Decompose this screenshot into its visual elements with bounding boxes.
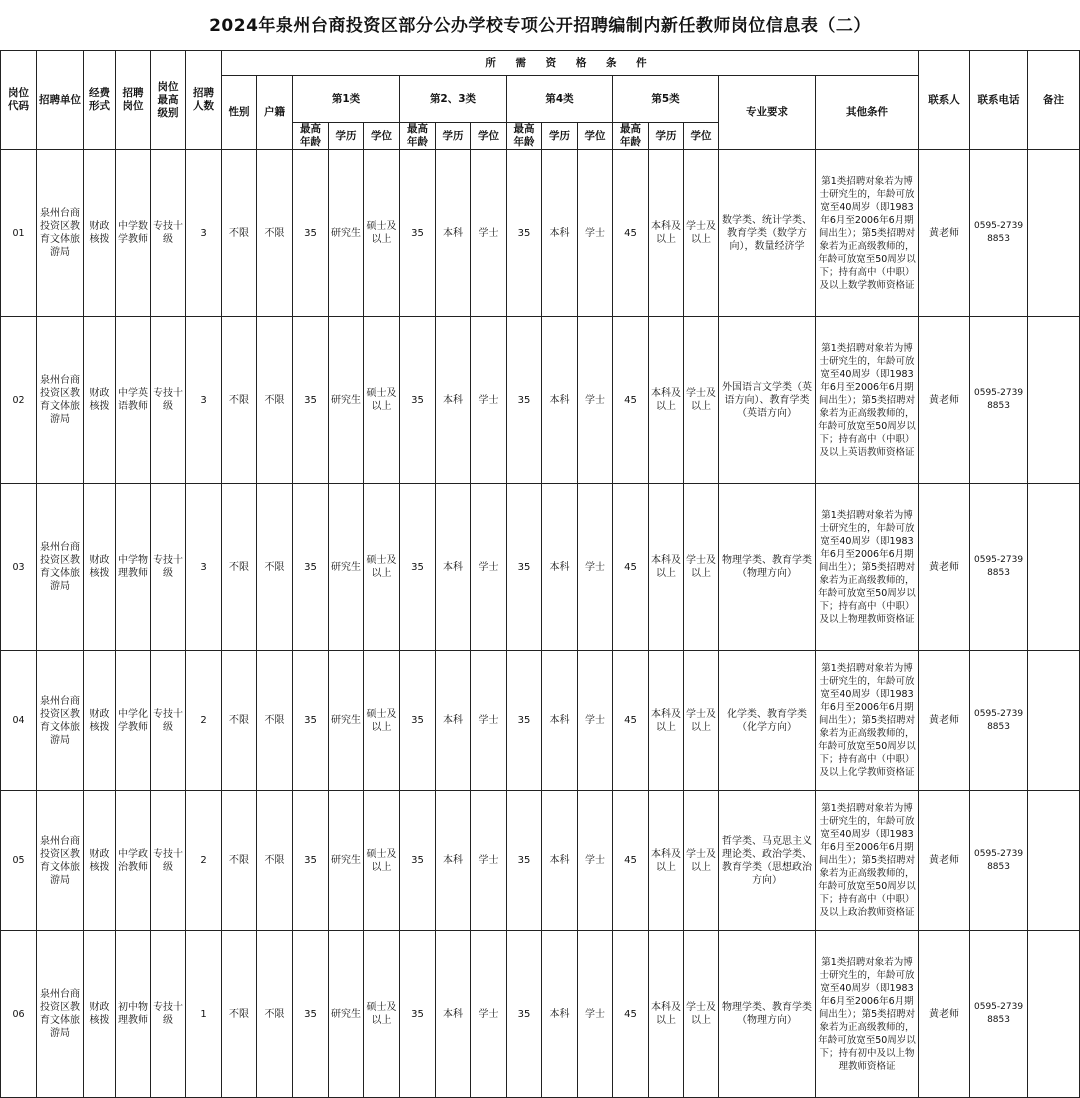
cell-other: 第1类招聘对象若为博士研究生的，年龄可放宽至40周岁（即1983年6月至2006年6月期间出生）；第5类招聘对象若为正高级教师的，年龄可放宽至50周岁以下；持有高中（中职）及以上数学教师资格证	[816, 150, 919, 317]
cell-c4-edu: 本科	[542, 791, 578, 931]
header-c23-edu: 学历	[436, 123, 471, 150]
cell-c23-age: 35	[400, 791, 436, 931]
cell-code: 03	[1, 484, 37, 651]
cell-code: 04	[1, 651, 37, 791]
cell-gender: 不限	[222, 791, 257, 931]
cell-level: 专技十级	[151, 651, 186, 791]
header-funding: 经费形式	[84, 51, 116, 150]
header-c23-degree: 学位	[471, 123, 507, 150]
header-c5-edu: 学历	[649, 123, 684, 150]
table-row	[1, 791, 1080, 931]
positions-table	[0, 50, 1080, 1098]
cell-major: 数学类、统计学类、教育学类（数学方向），数量经济学	[719, 150, 816, 317]
cell-remark	[1028, 791, 1080, 931]
header-cat1: 第1类	[293, 76, 400, 123]
cell-remark	[1028, 150, 1080, 317]
cell-c4-degree: 学士	[578, 651, 613, 791]
cell-contact: 黄老师	[919, 150, 970, 317]
cell-c5-age: 45	[613, 651, 649, 791]
cell-funding: 财政核拨	[84, 931, 116, 1098]
cell-c1-age: 35	[293, 931, 329, 1098]
header-c4-age: 最高年龄	[507, 123, 542, 150]
cell-code: 05	[1, 791, 37, 931]
cell-other: 第1类招聘对象若为博士研究生的，年龄可放宽至40周岁（即1983年6月至2006年6月期间出生）；第5类招聘对象若为正高级教师的，年龄可放宽至50周岁以下；持有高中（中职）及以上物理教师资格证	[816, 484, 919, 651]
header-c1-age: 最高年龄	[293, 123, 329, 150]
cell-c4-age: 35	[507, 317, 542, 484]
cell-c5-age: 45	[613, 931, 649, 1098]
cell-c5-edu: 本科及以上	[649, 150, 684, 317]
cell-code: 01	[1, 150, 37, 317]
cell-c23-age: 35	[400, 150, 436, 317]
cell-c4-edu: 本科	[542, 931, 578, 1098]
cell-c1-degree: 硕士及以上	[364, 150, 400, 317]
cell-major: 物理学类、教育学类（物理方向）	[719, 931, 816, 1098]
cell-c23-edu: 本科	[436, 791, 471, 931]
cell-c5-degree: 学士及以上	[684, 931, 719, 1098]
cell-c23-edu: 本科	[436, 317, 471, 484]
cell-c4-age: 35	[507, 931, 542, 1098]
cell-c5-edu: 本科及以上	[649, 484, 684, 651]
cell-phone: 0595-27398853	[970, 791, 1028, 931]
header-c4-degree: 学位	[578, 123, 613, 150]
table-row	[1, 150, 1080, 317]
table-row	[1, 484, 1080, 651]
cell-funding: 财政核拨	[84, 791, 116, 931]
header-c23-age: 最高年龄	[400, 123, 436, 150]
cell-phone: 0595-27398853	[970, 317, 1028, 484]
cell-code: 06	[1, 931, 37, 1098]
cell-gender: 不限	[222, 484, 257, 651]
cell-contact: 黄老师	[919, 791, 970, 931]
header-phone: 联系电话	[970, 51, 1028, 150]
cell-c1-degree: 硕士及以上	[364, 484, 400, 651]
cell-c1-degree: 硕士及以上	[364, 317, 400, 484]
header-cat23: 第2、3类	[400, 76, 507, 123]
cell-phone: 0595-27398853	[970, 484, 1028, 651]
table-row	[1, 931, 1080, 1098]
cell-other: 第1类招聘对象若为博士研究生的，年龄可放宽至40周岁（即1983年6月至2006年6月期间出生）；第5类招聘对象若为正高级教师的，年龄可放宽至50周岁以下；持有高中（中职）及以上化学教师资格证	[816, 651, 919, 791]
cell-major: 物理学类、教育学类（物理方向）	[719, 484, 816, 651]
cell-other: 第1类招聘对象若为博士研究生的，年龄可放宽至40周岁（即1983年6月至2006年6月期间出生）；第5类招聘对象若为正高级教师的，年龄可放宽至50周岁以下；持有初中及以上物理教师资格证	[816, 931, 919, 1098]
cell-c4-age: 35	[507, 651, 542, 791]
cell-c1-edu: 研究生	[329, 791, 364, 931]
header-c5-age: 最高年龄	[613, 123, 649, 150]
cell-c23-edu: 本科	[436, 931, 471, 1098]
cell-c4-degree: 学士	[578, 317, 613, 484]
cell-remark	[1028, 317, 1080, 484]
cell-c1-age: 35	[293, 791, 329, 931]
cell-unit: 泉州台商投资区教育文体旅游局	[37, 931, 84, 1098]
cell-c5-edu: 本科及以上	[649, 651, 684, 791]
cell-level: 专技十级	[151, 791, 186, 931]
cell-contact: 黄老师	[919, 317, 970, 484]
header-pos-code: 岗位代码	[1, 51, 37, 150]
cell-post: 中学物理教师	[116, 484, 151, 651]
header-c5-degree: 学位	[684, 123, 719, 150]
cell-remark	[1028, 651, 1080, 791]
cell-c1-age: 35	[293, 150, 329, 317]
cell-c23-degree: 学士	[471, 317, 507, 484]
header-count: 招聘人数	[186, 51, 222, 150]
cell-unit: 泉州台商投资区教育文体旅游局	[37, 150, 84, 317]
table-row	[1, 651, 1080, 791]
cell-huji: 不限	[257, 931, 293, 1098]
cell-c4-age: 35	[507, 484, 542, 651]
cell-unit: 泉州台商投资区教育文体旅游局	[37, 651, 84, 791]
cell-huji: 不限	[257, 791, 293, 931]
cell-c5-degree: 学士及以上	[684, 317, 719, 484]
header-level: 岗位最高级别	[151, 51, 186, 150]
cell-c4-edu: 本科	[542, 150, 578, 317]
cell-c23-degree: 学士	[471, 150, 507, 317]
cell-c23-age: 35	[400, 931, 436, 1098]
cell-gender: 不限	[222, 150, 257, 317]
cell-major: 外国语言文学类（英语方向）、教育学类（英语方向）	[719, 317, 816, 484]
header-contact: 联系人	[919, 51, 970, 150]
cell-unit: 泉州台商投资区教育文体旅游局	[37, 791, 84, 931]
cell-c23-degree: 学士	[471, 651, 507, 791]
cell-c1-edu: 研究生	[329, 150, 364, 317]
cell-post: 中学英语教师	[116, 317, 151, 484]
cell-c5-age: 45	[613, 317, 649, 484]
header-c1-edu: 学历	[329, 123, 364, 150]
cell-c23-edu: 本科	[436, 651, 471, 791]
cell-count: 3	[186, 317, 222, 484]
cell-remark	[1028, 931, 1080, 1098]
cell-post: 初中物理教师	[116, 931, 151, 1098]
cell-post: 中学数学教师	[116, 150, 151, 317]
cell-c4-edu: 本科	[542, 651, 578, 791]
cell-c5-degree: 学士及以上	[684, 651, 719, 791]
cell-c1-edu: 研究生	[329, 317, 364, 484]
cell-level: 专技十级	[151, 484, 186, 651]
table-row	[1, 317, 1080, 484]
cell-c4-age: 35	[507, 791, 542, 931]
cell-c1-age: 35	[293, 484, 329, 651]
cell-c4-degree: 学士	[578, 931, 613, 1098]
cell-unit: 泉州台商投资区教育文体旅游局	[37, 484, 84, 651]
cell-gender: 不限	[222, 651, 257, 791]
cell-c1-degree: 硕士及以上	[364, 931, 400, 1098]
cell-count: 3	[186, 150, 222, 317]
cell-major: 哲学类、马克思主义理论类、政治学类、教育学类（思想政治方向）	[719, 791, 816, 931]
cell-c4-edu: 本科	[542, 484, 578, 651]
cell-c1-degree: 硕士及以上	[364, 791, 400, 931]
cell-phone: 0595-27398853	[970, 931, 1028, 1098]
cell-code: 02	[1, 317, 37, 484]
cell-huji: 不限	[257, 317, 293, 484]
cell-c5-age: 45	[613, 150, 649, 317]
cell-other: 第1类招聘对象若为博士研究生的，年龄可放宽至40周岁（即1983年6月至2006年6月期间出生）；第5类招聘对象若为正高级教师的，年龄可放宽至50周岁以下；持有高中（中职）及以上政治教师资格证	[816, 791, 919, 931]
cell-c5-edu: 本科及以上	[649, 931, 684, 1098]
cell-c23-degree: 学士	[471, 484, 507, 651]
header-huji: 户籍	[257, 76, 293, 150]
header-c1-degree: 学位	[364, 123, 400, 150]
cell-count: 2	[186, 791, 222, 931]
cell-huji: 不限	[257, 484, 293, 651]
header-gender: 性别	[222, 76, 257, 150]
cell-level: 专技十级	[151, 150, 186, 317]
cell-gender: 不限	[222, 317, 257, 484]
table-body	[1, 150, 1080, 1098]
cell-c23-edu: 本科	[436, 484, 471, 651]
cell-c4-degree: 学士	[578, 150, 613, 317]
cell-c1-age: 35	[293, 651, 329, 791]
header-other: 其他条件	[816, 76, 919, 150]
cell-funding: 财政核拨	[84, 484, 116, 651]
cell-c23-age: 35	[400, 484, 436, 651]
cell-major: 化学类、教育学类（化学方向）	[719, 651, 816, 791]
cell-count: 3	[186, 484, 222, 651]
cell-c23-age: 35	[400, 651, 436, 791]
cell-c4-degree: 学士	[578, 484, 613, 651]
cell-c23-edu: 本科	[436, 150, 471, 317]
cell-c5-degree: 学士及以上	[684, 791, 719, 931]
cell-c23-degree: 学士	[471, 931, 507, 1098]
cell-huji: 不限	[257, 150, 293, 317]
cell-contact: 黄老师	[919, 651, 970, 791]
cell-c23-age: 35	[400, 317, 436, 484]
cell-c5-age: 45	[613, 484, 649, 651]
cell-c4-edu: 本科	[542, 317, 578, 484]
cell-other: 第1类招聘对象若为博士研究生的，年龄可放宽至40周岁（即1983年6月至2006年6月期间出生）；第5类招聘对象若为正高级教师的，年龄可放宽至50周岁以下；持有高中（中职）及以上英语教师资格证	[816, 317, 919, 484]
cell-level: 专技十级	[151, 931, 186, 1098]
document-title: 2024年泉州台商投资区部分公办学校专项公开招聘编制内新任教师岗位信息表（二）	[209, 16, 871, 36]
cell-level: 专技十级	[151, 317, 186, 484]
cell-huji: 不限	[257, 651, 293, 791]
cell-c1-edu: 研究生	[329, 484, 364, 651]
cell-c1-degree: 硕士及以上	[364, 651, 400, 791]
cell-contact: 黄老师	[919, 931, 970, 1098]
cell-funding: 财政核拨	[84, 317, 116, 484]
cell-contact: 黄老师	[919, 484, 970, 651]
cell-phone: 0595-27398853	[970, 651, 1028, 791]
cell-c1-edu: 研究生	[329, 651, 364, 791]
cell-count: 2	[186, 651, 222, 791]
cell-post: 中学化学教师	[116, 651, 151, 791]
cell-funding: 财政核拨	[84, 150, 116, 317]
header-remark: 备注	[1028, 51, 1080, 150]
cell-c5-edu: 本科及以上	[649, 317, 684, 484]
cell-c4-degree: 学士	[578, 791, 613, 931]
header-major: 专业要求	[719, 76, 816, 150]
header-post: 招聘岗位	[116, 51, 151, 150]
cell-c1-age: 35	[293, 317, 329, 484]
header-cat5: 第5类	[613, 76, 719, 123]
header-unit: 招聘单位	[37, 51, 84, 150]
cell-c5-edu: 本科及以上	[649, 791, 684, 931]
cell-funding: 财政核拨	[84, 651, 116, 791]
cell-remark	[1028, 484, 1080, 651]
cell-phone: 0595-27398853	[970, 150, 1028, 317]
header-c4-edu: 学历	[542, 123, 578, 150]
cell-gender: 不限	[222, 931, 257, 1098]
cell-c5-age: 45	[613, 791, 649, 931]
cell-unit: 泉州台商投资区教育文体旅游局	[37, 317, 84, 484]
header-qualifications: 所 需 资 格 条 件	[222, 51, 919, 76]
cell-post: 中学政治教师	[116, 791, 151, 931]
cell-c23-degree: 学士	[471, 791, 507, 931]
cell-count: 1	[186, 931, 222, 1098]
cell-c5-degree: 学士及以上	[684, 150, 719, 317]
cell-c4-age: 35	[507, 150, 542, 317]
cell-c5-degree: 学士及以上	[684, 484, 719, 651]
header-cat4: 第4类	[507, 76, 613, 123]
cell-c1-edu: 研究生	[329, 931, 364, 1098]
